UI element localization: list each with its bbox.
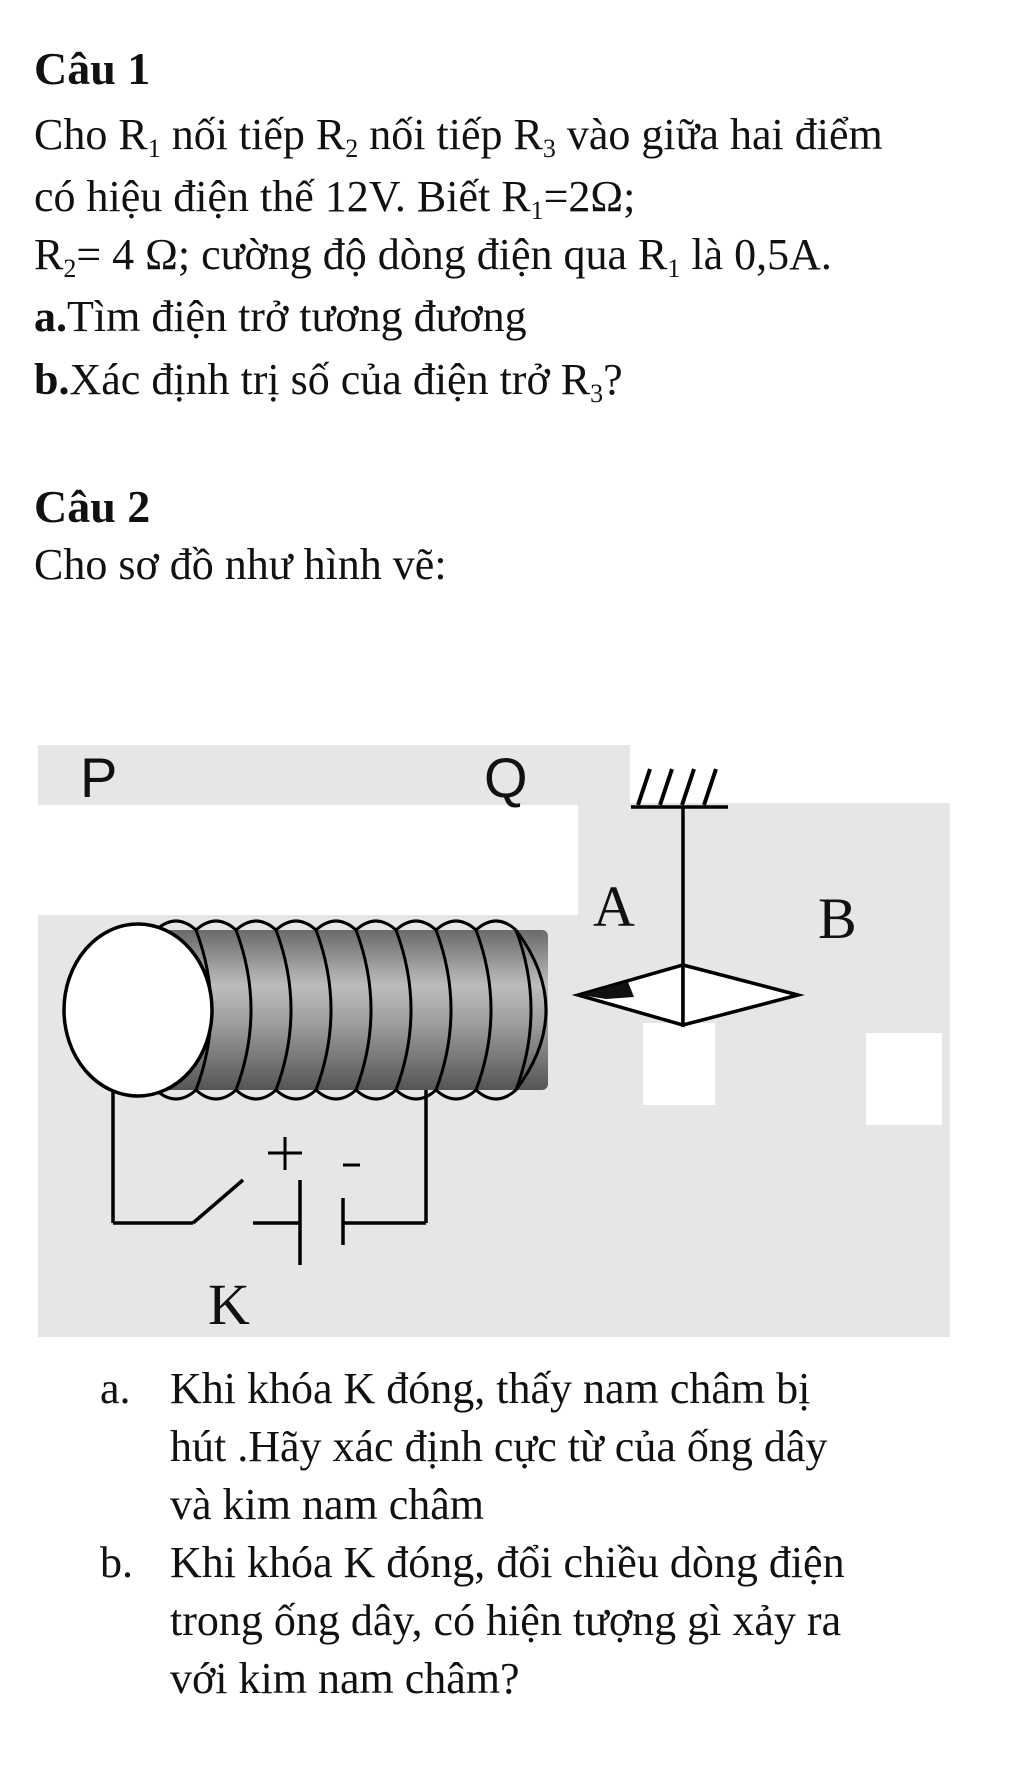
battery-plus-sign [268, 1137, 302, 1170]
question-1-part-b: b.Xác định trị số của điện trở $R_3$? [34, 355, 623, 408]
solenoid-coil [64, 921, 548, 1099]
label-q: Q [484, 746, 528, 809]
white-patch-right [866, 1033, 942, 1125]
label-k: K [208, 1272, 250, 1337]
question-1-line-1: Cho $R_1$ nối tiếp $R_2$ nối tiếp $R_3$ vào giữa hai điểm [34, 110, 883, 163]
circuit-wires [113, 1090, 426, 1265]
question-2-intro: Cho sơ đồ như hình vẽ: [34, 540, 447, 589]
circuit-figure [38, 745, 950, 1337]
label-b: B [818, 886, 857, 951]
label-p: P [80, 746, 118, 809]
label-a: A [593, 874, 635, 939]
question-1-line-2: có hiệu điện thế 12V. Biết $R_1=2\Omega$; [34, 172, 636, 225]
question-2-title: Câu 2 [34, 481, 151, 532]
question-1-title: Câu 1 [34, 43, 151, 94]
question-1-line-3: $R_2= 4$ Ω; cường độ dòng điện qua $R_1$ là 0,5A. [34, 230, 832, 283]
label-plus [48, 1135, 49, 1136]
needle-half-b [683, 965, 798, 1025]
question-1-part-a: a.Tìm điện trở tương đương [34, 292, 527, 341]
white-patch-left [643, 1023, 715, 1105]
